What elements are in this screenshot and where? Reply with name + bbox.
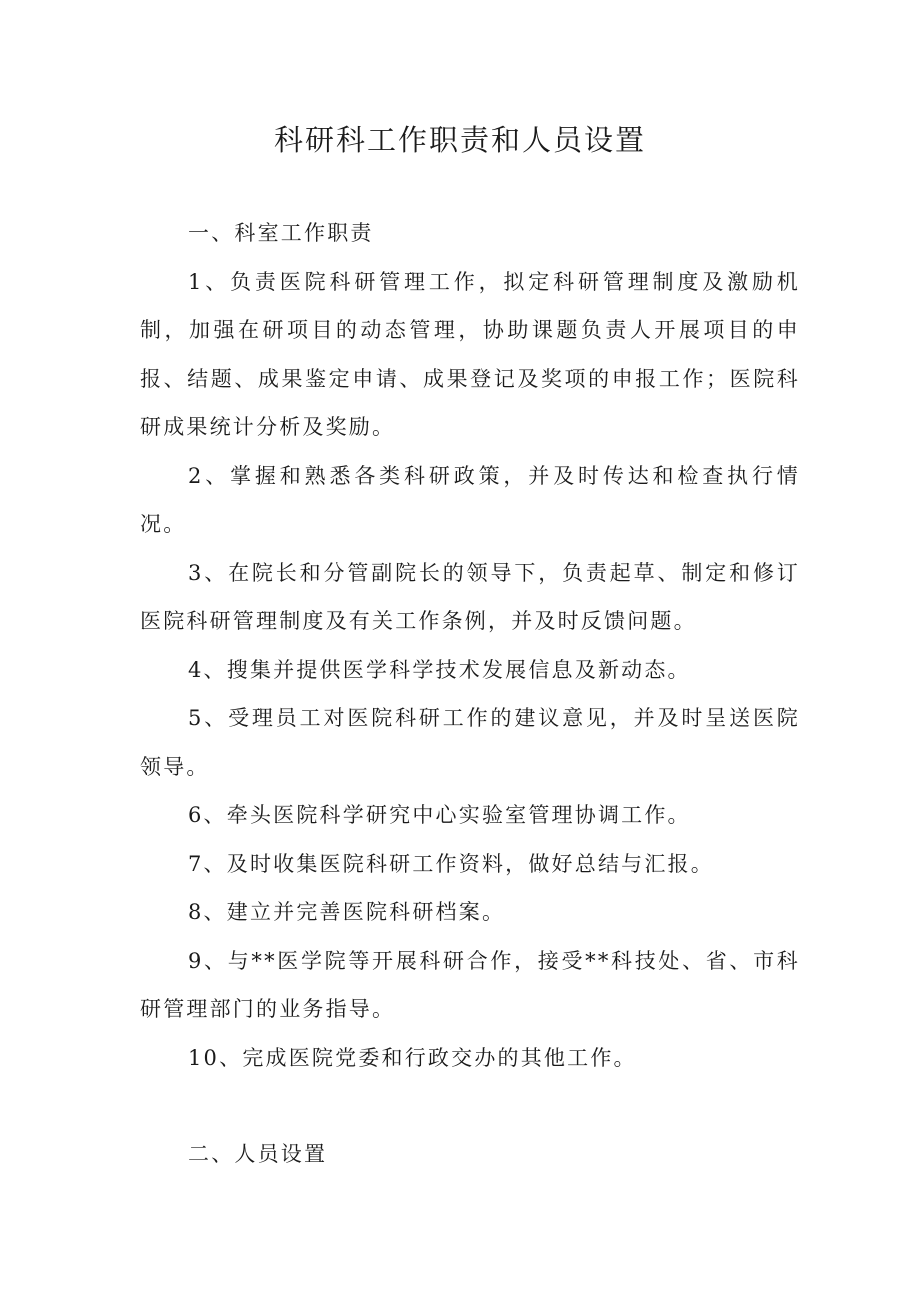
duty-item-9: 9、与**医学院等开展科研合作，接受**科技处、省、市科研管理部门的业务指导。 <box>140 948 800 1021</box>
document-title: 科研科工作职责和人员设置 <box>273 123 646 157</box>
duty-item-3: 3、在院长和分管副院长的领导下，负责起草、制定和修订医院科研管理制度及有关工作条例，并及时反馈问题。 <box>140 560 800 633</box>
duty-item-2: 2、掌握和熟悉各类科研政策，并及时传达和检查执行情况。 <box>140 463 800 536</box>
duty-item-1: 1、负责医院科研管理工作，拟定科研管理制度及激励机制，加强在研项目的动态管理，协助课题负责人开展项目的申报、结题、成果鉴定申请、成果登记及奖项的申报工作；医院科研成果统计分析及奖励。 <box>140 269 800 439</box>
section-heading-staffing: 二、人员设置 <box>188 1142 328 1166</box>
duty-item-8: 8、建立并完善医院科研档案。 <box>188 900 506 924</box>
document-body <box>140 209 800 1179</box>
section-heading-duties: 一、科室工作职责 <box>188 221 374 245</box>
duty-item-7: 7、及时收集医院科研工作资料，做好总结与汇报。 <box>188 851 714 876</box>
duty-item-4: 4、搜集并提供医学科学技术发展信息及新动态。 <box>188 657 691 682</box>
duty-item-5: 5、受理员工对医院科研工作的建议意见，并及时呈送医院领导。 <box>140 706 800 779</box>
duty-item-6: 6、牵头医院科学研究中心实验室管理协调工作。 <box>188 803 691 827</box>
duty-item-10: 10、完成医院党委和行政交办的其他工作。 <box>188 1045 637 1070</box>
